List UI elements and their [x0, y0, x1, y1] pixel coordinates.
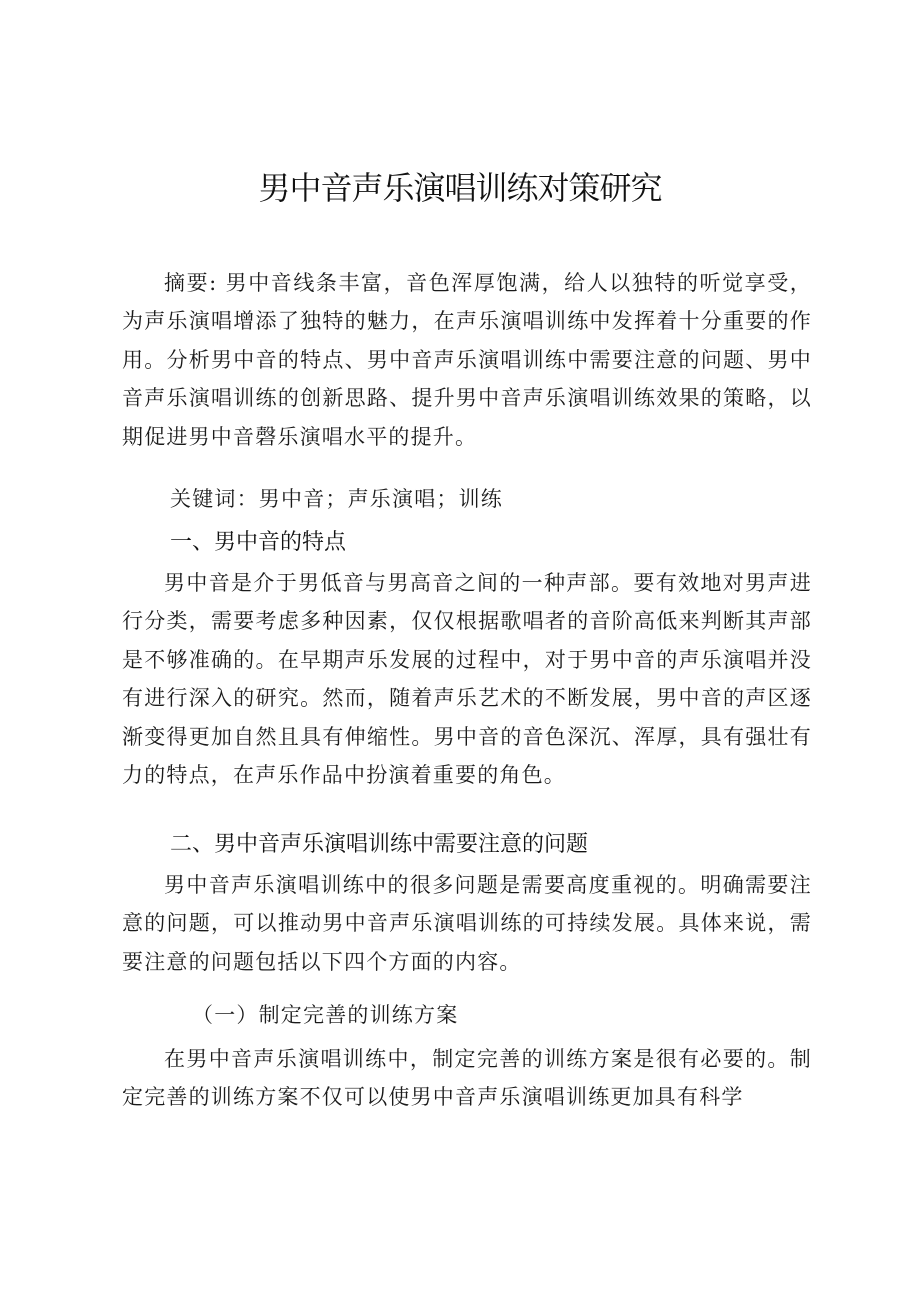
- section-2-body: 男中音声乐演唱训练中的很多问题是需要高度重视的。明确需要注意的问题，可以推动男中音声乐演唱训练的可持续发展。具体来说，需要注意的问题包括以下四个方面的内容。: [122, 873, 812, 974]
- section-1-body: 男中音是介于男低音与男高音之间的一种声部。要有效地对男声进行分类，需要考虑多种因素，仅仅根据歌唱者的音阶高低来判断其声部是不够准确的。在早期声乐发展的过程中，对于男中音的声乐演唱并没有进行深入的研究。然而，随着声乐艺术的不断发展，男中音的声区逐渐变得更加自然且具有伸缩性。男中音的音色深沉、浑厚，具有强壮有力的特点，在声乐作品中扮演着重要的角色。: [122, 571, 812, 788]
- section-1-heading: 一、男中音的特点: [170, 530, 347, 555]
- abstract-paragraph: 摘要: 男中音线条丰富，音色浑厚饱满，给人以独特的听觉享受，为声乐演唱增添了独特的魅力，在声乐演唱训练中发挥着十分重要的作用。分析男中音的特点、男中音声乐演唱训练中需要注意的问题、男中音声乐演唱训练的创新思路、提升男中音声乐演唱训练效果的策略，以期促进男中音磬乐演唱水平的提升。: [122, 271, 812, 449]
- keywords-line: 关键词：男中音；声乐演唱；训练: [170, 487, 503, 511]
- document-title: 男中音声乐演唱训练对策研究: [258, 169, 662, 207]
- subsection-1-body: 在男中音声乐演唱训练中，制定完善的训练方案是很有必要的。制定完善的训练方案不仅可以使男中音声乐演唱训练更加具有科学: [122, 1047, 812, 1110]
- section-2-heading: 二、男中音声乐演唱训练中需要注意的问题: [170, 832, 589, 857]
- subsection-1-heading: （一）制定完善的训练方案: [192, 1003, 459, 1027]
